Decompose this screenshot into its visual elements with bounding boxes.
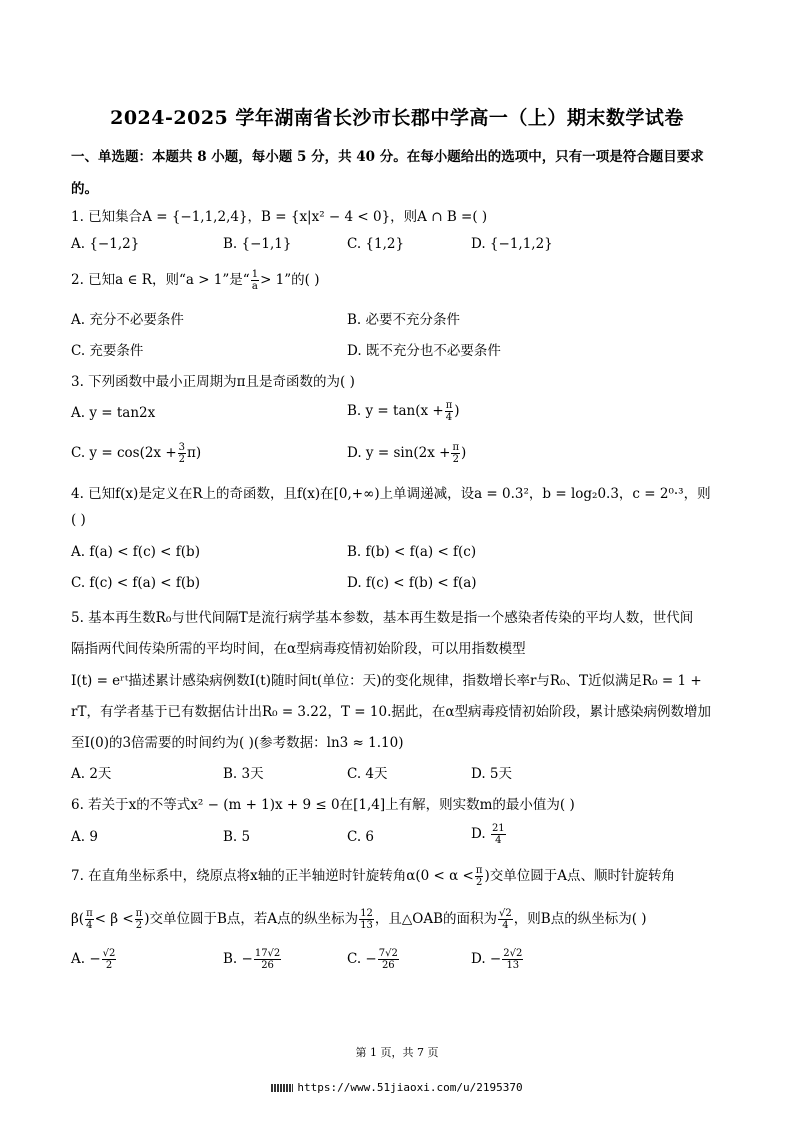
q6-option-b: B. 5 [223, 829, 251, 845]
q3-option-a: A. y = tan2x [71, 405, 156, 421]
q4-option-a: A. f(a) < f(c) < f(b) [71, 544, 200, 560]
question-4-line-1: 4. 已知f(x)是定义在R上的奇函数，且f(x)在[0,+∞)上单调递减，设a = 0.3²，b = log₂0.3，c = 2⁰·³，则 [71, 486, 711, 502]
question-5-line-1: 5. 基本再生数R₀与世代间隔T是流行病学基本参数，基本再生数是指一个感染者传染的平均人数，世代间 [71, 610, 694, 626]
q5-option-d: D. 5天 [471, 766, 513, 782]
question-7-line-2: β( $\frac{\pi}{4}$ < β < $\frac{\pi}{2}$ )交单位圆于B点，若A点的纵坐标为 $\frac{12}{13}$ ，且△OAB的面积为 $\frac{√2}{4}$ ，则B点的纵坐标为( ) [71, 908, 647, 931]
watermark [0, 1081, 794, 1094]
q2-option-a: A. 充分不必要条件 [71, 312, 184, 328]
q1-option-a: A. {−1,2} [71, 236, 140, 252]
watermark-logo-icon [271, 1084, 293, 1092]
q4-option-d: D. f(c) < f(b) < f(a) [347, 575, 477, 591]
page-footer: 第 1 页，共 7 页 [355, 1046, 439, 1059]
question-5-line-5: 至I(0)的3倍需要的时间约为( )(参考数据：ln3 ≈ 1.10) [71, 735, 404, 751]
question-5-line-2: 隔指两代间传染所需的平均时间，在α型病毒疫情初始阶段，可以用指数模型 [71, 641, 526, 657]
q7-option-c: C. − $\frac{7√2}{26}$ [347, 948, 398, 971]
q7-option-d: D. − $\frac{2√2}{13}$ [471, 948, 523, 971]
q7-option-a: A. − $\frac{√2}{2}$ [71, 948, 116, 971]
q2-text-a: 2. 已知a ∈ R，则“a > 1”是“ [71, 272, 250, 288]
question-1: 1. 已知集合A = {−1,1,2,4}，B = {x|x² − 4 < 0}，则A ∩ B =( ) [71, 209, 488, 225]
question-3: 3. 下列函数中最小正周期为π且是奇函数的为( ) [71, 374, 355, 390]
q4-option-c: C. f(c) < f(a) < f(b) [71, 575, 201, 591]
q3-option-b: B. y = tan(x + $\frac{\pi}{4}$ ) [347, 400, 460, 423]
q3-option-c: C. y = cos(2x + $\frac{3}{2}$ π) [71, 442, 202, 465]
q3-option-d: D. y = sin(2x + $\frac{\pi}{2}$ ) [347, 442, 467, 465]
question-2 [71, 268, 320, 292]
q2-option-d: D. 既不充分也不必要条件 [347, 343, 501, 359]
q6-option-d: D. $\frac{21}{4}$ [471, 823, 505, 846]
q7-option-b: B. − $\frac{17√2}{26}$ [223, 948, 281, 971]
q2-option-b: B. 必要不充分条件 [347, 312, 461, 328]
q6-option-a: A. 9 [71, 829, 98, 845]
q1-option-b: B. {−1,1} [223, 236, 292, 252]
q4-option-b: B. f(b) < f(a) < f(c) [347, 544, 477, 560]
q2-fraction: $\frac{1}{a}$ [251, 269, 259, 292]
question-4-line-2: ( ) [71, 512, 86, 528]
question-5-line-4: rT，有学者基于已有数据估计出R₀ = 3.22，T = 10.据此，在α型病毒疫情初始阶段，累计感染病例数增加 [71, 704, 711, 720]
q2-text-b: > 1”的( ) [260, 272, 320, 288]
watermark-url: https://www.51jiaoxi.com/u/2195370 [297, 1081, 523, 1094]
section-heading: 一、单选题：本题共 8 小题，每小题 5 分，共 40 分。在每小题给出的选项中，只有一项是符合题目要求的。 [71, 149, 704, 197]
q5-option-b: B. 3天 [223, 766, 264, 782]
question-6: 6. 若关于x的不等式x² − (m + 1)x + 9 ≤ 0在[1,4]上有解，则实数m的最小值为( ) [71, 797, 575, 813]
q5-option-c: C. 4天 [347, 766, 388, 782]
q6-option-c: C. 6 [347, 829, 375, 845]
q5-option-a: A. 2天 [71, 766, 112, 782]
q1-option-c: C. {1,2} [347, 236, 405, 252]
q2-option-c: C. 充要条件 [71, 343, 144, 359]
question-7-line-1: 7. 在直角坐标系中，绕原点将x轴的正半轴逆时针旋转角α(0 < α < $\frac{\pi}{2}$ )交单位圆于A点、顺时针旋转角 [71, 865, 675, 888]
q1-option-d: D. {−1,1,2} [471, 236, 553, 252]
page-title: 2024-2025 学年湖南省长沙市长郡中学高一（上）期末数学试卷 [110, 107, 684, 129]
question-5-line-3: I(t) = eʳᵗ描述累计感染病例数I(t)随时间t(单位：天)的变化规律，指数增长率r与R₀、T近似满足R₀ = 1 + [71, 673, 702, 689]
